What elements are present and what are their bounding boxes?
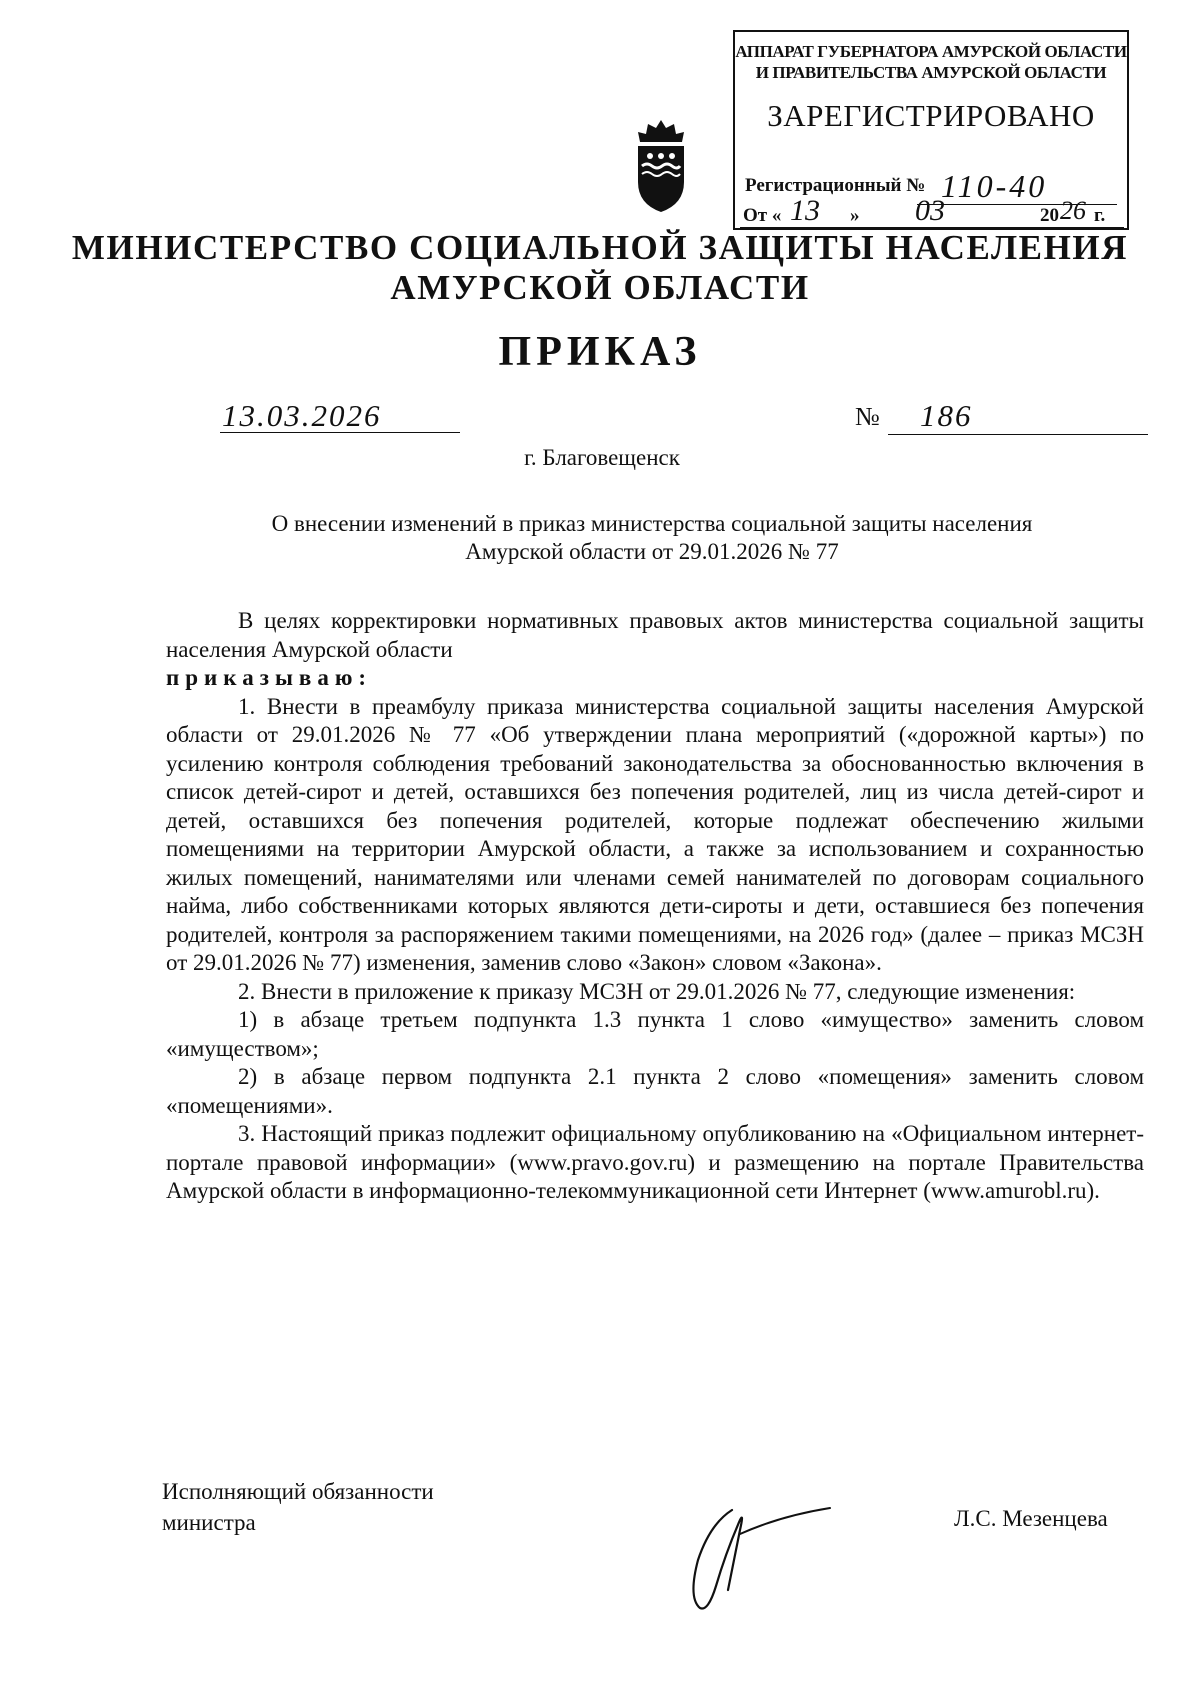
stamp-title: ЗАРЕГИСТРИРОВАНО bbox=[767, 98, 1095, 133]
order-number-underline bbox=[888, 434, 1148, 435]
stamp-reg-underline bbox=[917, 204, 1117, 205]
stamp-year-end: г. bbox=[1094, 205, 1106, 226]
item-2-sub-1: 1) в абзаце третьем подпункта 1.3 пункта 1 слово «имущество» заменить словом «имуществом»; bbox=[166, 1007, 1144, 1061]
handwritten-signature bbox=[670, 1490, 840, 1622]
resolve-word: приказываю: bbox=[166, 665, 373, 690]
signatory-position: Исполняющий обязанности министра bbox=[162, 1479, 434, 1535]
order-number-label: № bbox=[855, 402, 880, 431]
ministry-name: МИНИСТЕРСТВО СОЦИАЛЬНОЙ ЗАЩИТЫ НАСЕЛЕНИЯ АМУРСКОЙ ОБЛАСТИ bbox=[71, 228, 1129, 307]
coat-of-arms-icon bbox=[630, 118, 692, 214]
stamp-year-suffix: 26 bbox=[1060, 196, 1086, 225]
stamp-year-prefix: 20 bbox=[1040, 205, 1059, 226]
stamp-day: 13 bbox=[790, 194, 820, 227]
stamp-reg-number: 110-40 bbox=[941, 168, 1048, 204]
item-1: 1. Внести в преамбулу приказа министерства социальной защиты населения Амурской области от 29.01.2026 № 77 «Об утверждении плана мероприятий («дорожной карты») по усилению контроля соблюдения требований законодательства за обоснованностью включения в список детей-сирот и детей, оставшихся без попечения родителей, лиц из числа детей-сирот и детей, оставшихся без попечения родителей, которые подлежат обеспечению жилыми помещениями на территории Амурской области, а также за использованием и сохранностью жилых помещений, нанимателями или членами семей нанимателей по договорам социального найма, либо собственниками которых являются дети-сироты и дети, оставшиеся без попечения родителей, контроля за распоряжением такими помещениями, на 2026 год» (далее – приказ МСЗН от 29.01.2026 № 77) изменения, заменив слово «Закон» словом «Закона». bbox=[166, 693, 1144, 975]
order-body bbox=[166, 607, 1144, 1206]
order-date-underline bbox=[220, 432, 460, 433]
stamp-reg-label: Регистрационный № bbox=[745, 175, 926, 196]
stamp-date-prefix: От « bbox=[743, 205, 782, 226]
order-number: 186 bbox=[920, 398, 973, 433]
preamble: В целях корректировки нормативных правовых актов министерства социальной защиты населения Амурской области bbox=[166, 608, 1144, 662]
stamp-day-close: » bbox=[850, 205, 860, 226]
signatory-name: Л.С. Мезенцева bbox=[954, 1506, 1108, 1531]
order-subject: О внесении изменений в приказ министерства социальной защиты населения Амурской области от 29.01.2026 № 77 bbox=[271, 511, 1033, 564]
item-2-sub-2: 2) в абзаце первом подпункта 2.1 пункта 2 слово «помещения» заменить словом «помещениями». bbox=[166, 1064, 1144, 1118]
stamp-organization: АППАРАТ ГУБЕРНАТОРА АМУРСКОЙ ОБЛАСТИ И ПРАВИТЕЛЬСТВА АМУРСКОЙ ОБЛАСТИ bbox=[735, 42, 1127, 82]
order-date: 13.03.2026 bbox=[222, 398, 382, 433]
item-2: 2. Внести в приложение к приказу МСЗН от 29.01.2026 № 77, следующие изменения: bbox=[238, 978, 1076, 1004]
city: г. Благовещенск bbox=[524, 445, 680, 470]
document-type: ПРИКАЗ bbox=[498, 329, 702, 375]
item-3: 3. Настоящий приказ подлежит официальному опубликованию на «Официальном интернет-портале правовой информации» (www.pravo.gov.ru) и размещению на портале Правительства Амурской области в информационно-телекоммуникационной сети Интернет (www.amurobl.ru). bbox=[166, 1121, 1144, 1203]
stamp-month: 03 bbox=[915, 194, 945, 227]
